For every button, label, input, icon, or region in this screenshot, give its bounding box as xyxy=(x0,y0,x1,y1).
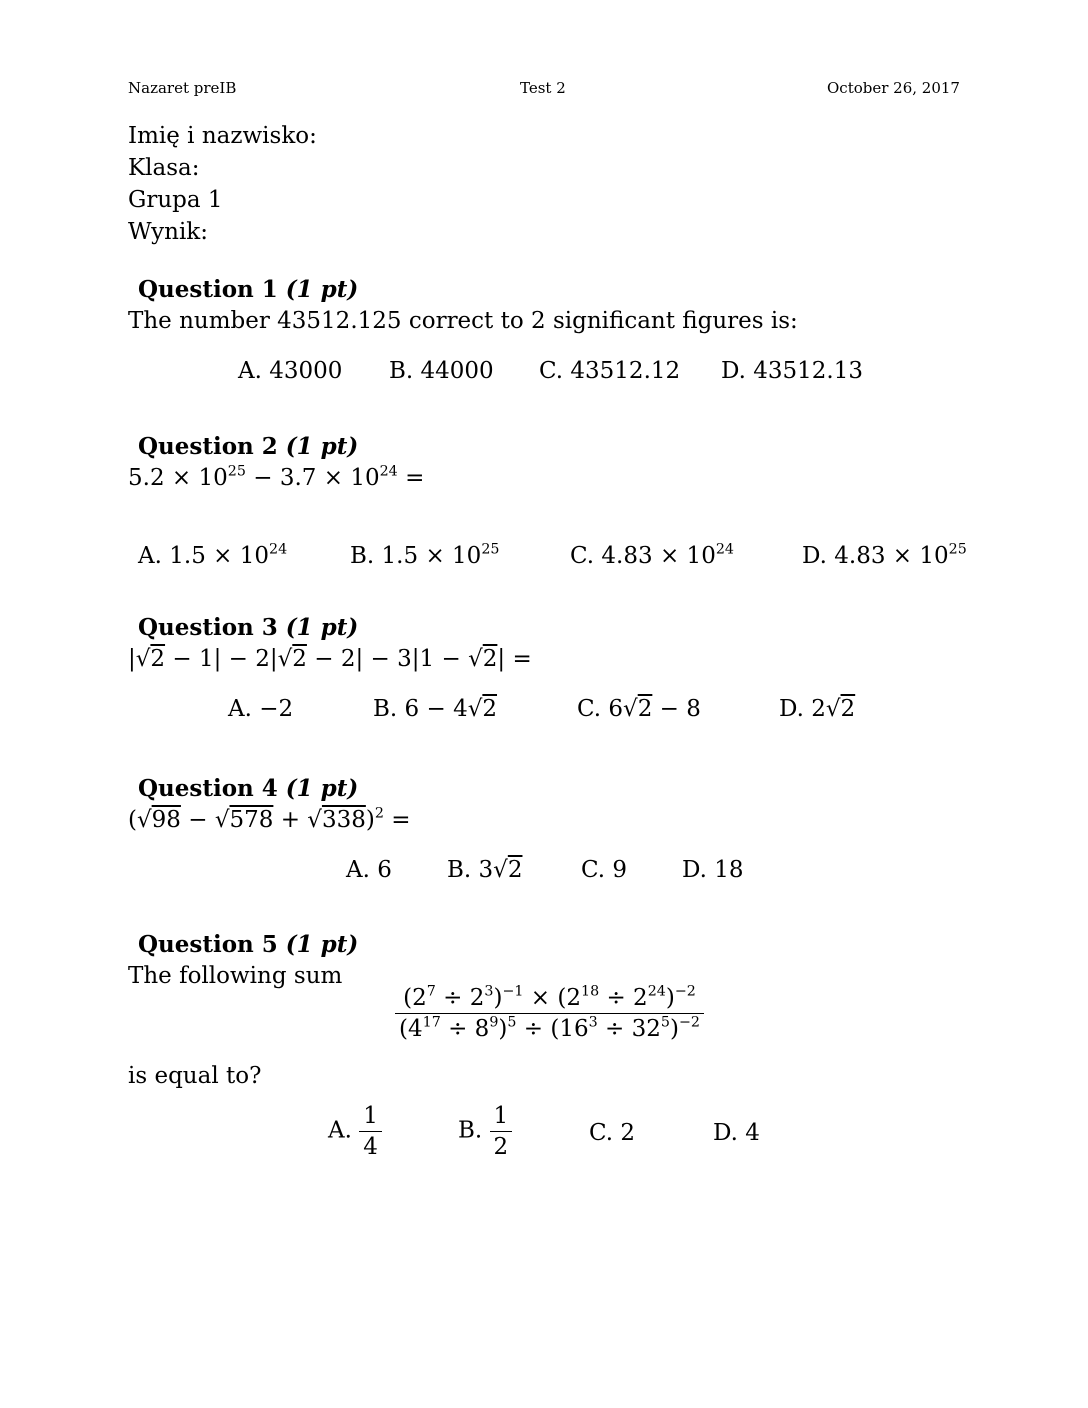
answer-1b[interactable]: B. 44000 xyxy=(389,358,494,384)
answer-4b[interactable]: B. 3√2 xyxy=(447,857,523,883)
answer-5b[interactable]: B. $\frac{1}{2}$ xyxy=(458,1103,512,1160)
question-1-title xyxy=(138,276,358,303)
answer-2d[interactable]: D. $4.83 \times 10^{25}$ xyxy=(802,541,967,569)
header-left: Nazaret preIB xyxy=(128,79,237,97)
question-points: (1 pt) xyxy=(285,433,359,460)
answer-5d[interactable]: D. 4 xyxy=(713,1120,760,1146)
answer-2c[interactable]: C. $4.83 \times 10^{24}$ xyxy=(570,541,734,569)
question-points: (1 pt) xyxy=(285,614,359,641)
question-3-prompt: |√2 − 1| − 2|√2 − 2| − 3|1 − √2| = xyxy=(128,646,532,672)
question-title-text: Question 5 xyxy=(138,931,278,958)
answer-1d[interactable]: D. 43512.13 xyxy=(721,358,863,384)
header-center: Test 2 xyxy=(520,79,566,97)
expression-numerator: $(2^7 \div 2^3)^{-1} \times (2^{18} \div 2^{24})^{-2}$ xyxy=(395,985,704,1014)
expression-fraction xyxy=(395,985,704,1042)
answer-3d[interactable]: D. 2√2 xyxy=(779,696,856,722)
group-label: Grupa 1 xyxy=(128,187,223,213)
header-right: October 26, 2017 xyxy=(827,79,960,97)
question-title-text: Question 3 xyxy=(138,614,278,641)
question-3-title xyxy=(138,614,358,641)
answer-4c[interactable]: C. 9 xyxy=(581,857,628,883)
answer-1a[interactable]: A. 43000 xyxy=(238,358,343,384)
fraction: $\frac{1}{2}$ xyxy=(490,1103,513,1160)
question-4-title xyxy=(138,775,358,802)
question-title-text: Question 2 xyxy=(138,433,278,460)
answer-2b[interactable]: B. $1.5 \times 10^{25}$ xyxy=(350,541,500,569)
answer-4a[interactable]: A. 6 xyxy=(346,857,392,883)
question-title-text: Question 1 xyxy=(138,276,278,303)
answer-3b[interactable]: B. 6 − 4√2 xyxy=(373,696,498,722)
question-points: (1 pt) xyxy=(285,931,359,958)
name-label: Imię i nazwisko: xyxy=(128,123,317,149)
question-1-prompt: The number 43512.125 correct to 2 significant figures is: xyxy=(128,308,798,334)
answer-4d[interactable]: D. 18 xyxy=(682,857,744,883)
answer-3c[interactable]: C. 6√2 − 8 xyxy=(577,696,701,722)
question-5-expression xyxy=(395,985,704,1042)
answer-2a[interactable]: A. $1.5 \times 10^{24}$ xyxy=(138,541,288,569)
score-label: Wynik: xyxy=(128,219,208,245)
question-title-text: Question 4 xyxy=(138,775,278,802)
answer-3a[interactable]: A. −2 xyxy=(228,696,294,722)
question-5-prompt: The following sum xyxy=(128,963,343,989)
question-2-title xyxy=(138,433,358,460)
answer-5a[interactable]: A. $\frac{1}{4}$ xyxy=(328,1103,382,1160)
question-5-title xyxy=(138,931,358,958)
answer-5c[interactable]: C. 2 xyxy=(589,1120,636,1146)
fraction: $\frac{1}{4}$ xyxy=(359,1103,382,1160)
question-5-prompt-end: is equal to? xyxy=(128,1063,262,1089)
expression-denominator: $(4^{17} \div 8^9)^5 \div (16^3 \div 32^5)^{-2}$ xyxy=(399,1014,700,1042)
class-label: Klasa: xyxy=(128,155,200,181)
question-points: (1 pt) xyxy=(285,276,359,303)
question-4-prompt: $(√98 - √578 + √338)^2$ = xyxy=(128,805,411,833)
answer-1c[interactable]: C. 43512.12 xyxy=(539,358,681,384)
question-2-prompt: $5.2 \times 10^{25} - 3.7 \times 10^{24}$ = xyxy=(128,463,425,491)
question-points: (1 pt) xyxy=(285,775,359,802)
